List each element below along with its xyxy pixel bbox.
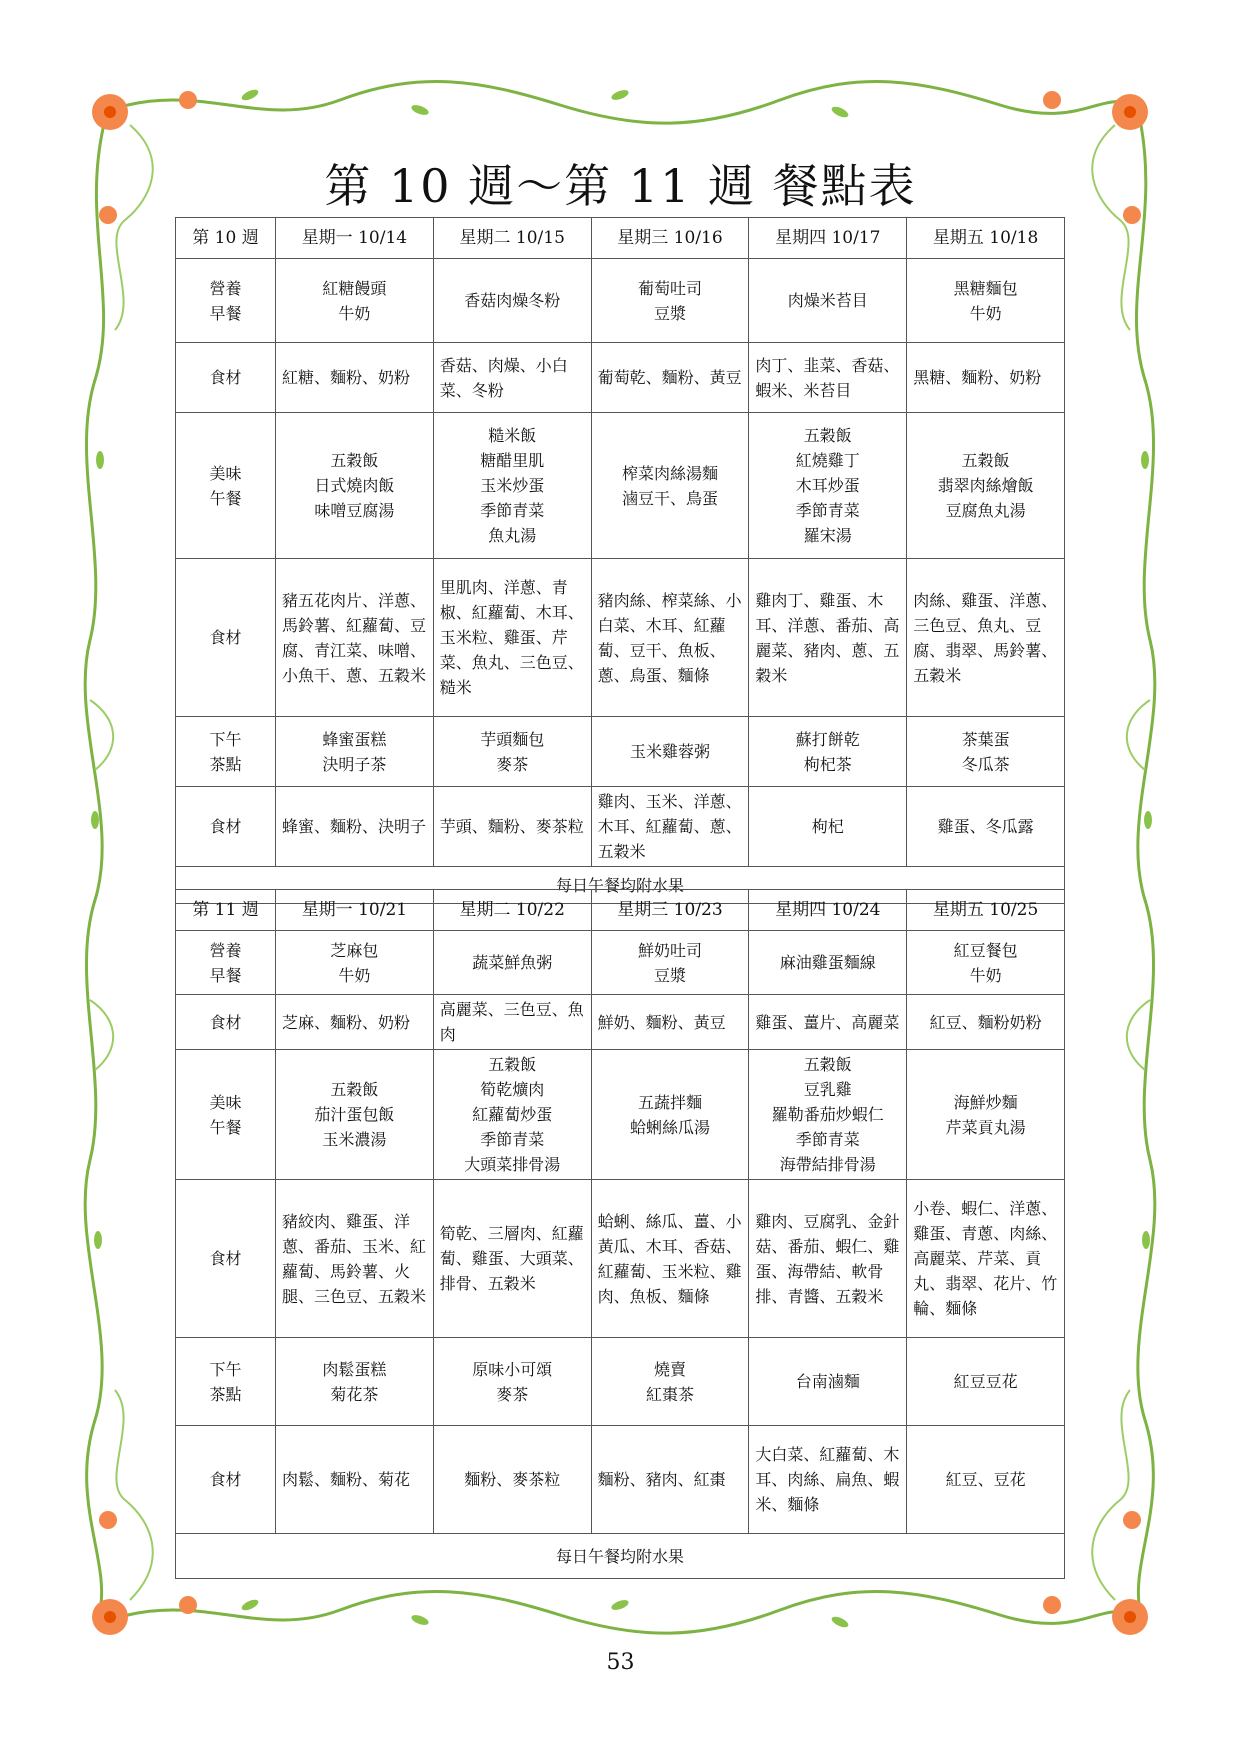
ingredient-cell: 大白菜、紅蘿蔔、木耳、肉絲、扁魚、蝦米、麵條 xyxy=(749,1426,907,1534)
menu-cell: 五穀飯 豆乳雞 羅勒番茄炒蝦仁 季節青菜 海帶結排骨湯 xyxy=(749,1050,907,1180)
week-label: 第 10 週 xyxy=(176,218,276,259)
ingredient-cell: 紅豆、豆花 xyxy=(907,1426,1065,1534)
snack-row xyxy=(176,1338,1065,1426)
ingredient-cell: 筍乾、三層肉、紅蘿蔔、雞蛋、大頭菜、排骨、五穀米 xyxy=(433,1180,591,1338)
day-header: 星期四 10/24 xyxy=(749,890,907,931)
ingredient-cell: 雞肉丁、雞蛋、木耳、洋蔥、番茄、高麗菜、豬肉、蔥、五穀米 xyxy=(749,559,907,717)
menu-cell: 紅糖饅頭 牛奶 xyxy=(276,259,434,343)
ingredient-cell: 鮮奶、麵粉、黃豆 xyxy=(591,995,749,1050)
ingredients-row xyxy=(176,1426,1065,1534)
menu-cell: 糙米飯 糖醋里肌 玉米炒蛋 季節青菜 魚丸湯 xyxy=(433,413,591,559)
menu-cell: 紅豆豆花 xyxy=(907,1338,1065,1426)
ingredient-cell: 芝麻、麵粉、奶粉 xyxy=(276,995,434,1050)
ingredient-cell: 高麗菜、三色豆、魚肉 xyxy=(433,995,591,1050)
menu-cell: 蘇打餅乾 枸杞茶 xyxy=(749,717,907,787)
ingredients-row xyxy=(176,559,1065,717)
menu-cell: 海鮮炒麵 芹菜貢丸湯 xyxy=(907,1050,1065,1180)
ingredient-cell: 紅糖、麵粉、奶粉 xyxy=(276,343,434,413)
menu-cell: 五穀飯 紅燒雞丁 木耳炒蛋 季節青菜 羅宋湯 xyxy=(749,413,907,559)
ingredient-cell: 豬五花肉片、洋蔥、馬鈴薯、紅蘿蔔、豆腐、青江菜、味噌、小魚干、蔥、五穀米 xyxy=(276,559,434,717)
lunch-row xyxy=(176,1050,1065,1180)
ingredient-cell: 雞肉、玉米、洋蔥、木耳、紅蘿蔔、蔥、五穀米 xyxy=(591,787,749,867)
menu-cell: 肉燥米苔目 xyxy=(749,259,907,343)
note-row xyxy=(176,1534,1065,1579)
menu-cell: 五蔬拌麵 蛤蜊絲瓜湯 xyxy=(591,1050,749,1180)
week-label: 第 11 週 xyxy=(176,890,276,931)
menu-cell: 葡萄吐司 豆漿 xyxy=(591,259,749,343)
day-header: 星期五 10/25 xyxy=(907,890,1065,931)
ingredient-cell: 芋頭、麵粉、麥茶粒 xyxy=(433,787,591,867)
menu-cell: 茶葉蛋 冬瓜茶 xyxy=(907,717,1065,787)
ingredient-cell: 麵粉、麥茶粒 xyxy=(433,1426,591,1534)
table-header-row xyxy=(176,890,1065,931)
row-label: 下午 茶點 xyxy=(176,717,276,787)
ingredient-cell: 蛤蜊、絲瓜、薑、小黃瓜、木耳、香菇、紅蘿蔔、玉米粒、雞肉、魚板、麵條 xyxy=(591,1180,749,1338)
menu-cell: 榨菜肉絲湯麵 滷豆干、鳥蛋 xyxy=(591,413,749,559)
row-label: 營養 早餐 xyxy=(176,259,276,343)
menu-cell: 台南滷麵 xyxy=(749,1338,907,1426)
menu-cell: 芋頭麵包 麥茶 xyxy=(433,717,591,787)
menu-cell: 玉米雞蓉粥 xyxy=(591,717,749,787)
day-header: 星期二 10/15 xyxy=(433,218,591,259)
menu-cell: 蔬菜鮮魚粥 xyxy=(433,931,591,995)
ingredient-cell: 小卷、蝦仁、洋蔥、雞蛋、青蔥、肉絲、高麗菜、芹菜、貢丸、翡翠、花片、竹輪、麵條 xyxy=(907,1180,1065,1338)
menu-cell: 五穀飯 茄汁蛋包飯 玉米濃湯 xyxy=(276,1050,434,1180)
menu-cell: 黑糖麵包 牛奶 xyxy=(907,259,1065,343)
menu-cell: 五穀飯 日式燒肉飯 味噌豆腐湯 xyxy=(276,413,434,559)
row-label: 食材 xyxy=(176,343,276,413)
ingredient-cell: 麵粉、豬肉、紅棗 xyxy=(591,1426,749,1534)
menu-cell: 香菇肉燥冬粉 xyxy=(433,259,591,343)
fruit-note: 每日午餐均附水果 xyxy=(176,1534,1065,1579)
menu-cell: 五穀飯 翡翠肉絲燴飯 豆腐魚丸湯 xyxy=(907,413,1065,559)
page-number: 53 xyxy=(606,1650,635,1675)
ingredient-cell: 雞肉、豆腐乳、金針菇、番茄、蝦仁、雞蛋、海帶結、軟骨排、青醬、五穀米 xyxy=(749,1180,907,1338)
lunch-row xyxy=(176,413,1065,559)
row-label: 美味 午餐 xyxy=(176,1050,276,1180)
ingredient-cell: 里肌肉、洋蔥、青椒、紅蘿蔔、木耳、玉米粒、雞蛋、芹菜、魚丸、三色豆、糙米 xyxy=(433,559,591,717)
day-header: 星期三 10/16 xyxy=(591,218,749,259)
menu-cell: 五穀飯 筍乾爌肉 紅蘿蔔炒蛋 季節青菜 大頭菜排骨湯 xyxy=(433,1050,591,1180)
ingredient-cell: 肉丁、韭菜、香菇、蝦米、米苔目 xyxy=(749,343,907,413)
menu-cell: 燒賣 紅棗茶 xyxy=(591,1338,749,1426)
day-header: 星期一 10/14 xyxy=(276,218,434,259)
row-label: 食材 xyxy=(176,787,276,867)
ingredients-row xyxy=(176,1180,1065,1338)
ingredient-cell: 雞蛋、冬瓜露 xyxy=(907,787,1065,867)
breakfast-row xyxy=(176,259,1065,343)
table-header-row xyxy=(176,218,1065,259)
fruit-note: 每日午餐均附水果 xyxy=(176,867,1065,904)
ingredient-cell: 蜂蜜、麵粉、決明子 xyxy=(276,787,434,867)
row-label: 營養 早餐 xyxy=(176,931,276,995)
menu-cell: 紅豆餐包 牛奶 xyxy=(907,931,1065,995)
ingredient-cell: 枸杞 xyxy=(749,787,907,867)
snack-row xyxy=(176,717,1065,787)
day-header: 星期五 10/18 xyxy=(907,218,1065,259)
row-label: 食材 xyxy=(176,559,276,717)
week10-menu-table xyxy=(175,217,1065,904)
row-label: 美味 午餐 xyxy=(176,413,276,559)
ingredient-cell: 肉鬆、麵粉、菊花 xyxy=(276,1426,434,1534)
ingredient-cell: 肉絲、雞蛋、洋蔥、三色豆、魚丸、豆腐、翡翠、馬鈴薯、五穀米 xyxy=(907,559,1065,717)
row-label: 食材 xyxy=(176,995,276,1050)
ingredient-cell: 香菇、肉燥、小白菜、冬粉 xyxy=(433,343,591,413)
ingredient-cell: 雞蛋、薑片、高麗菜 xyxy=(749,995,907,1050)
ingredient-cell: 黑糖、麵粉、奶粉 xyxy=(907,343,1065,413)
ingredient-cell: 豬絞肉、雞蛋、洋蔥、番茄、玉米、紅蘿蔔、馬鈴薯、火腿、三色豆、五穀米 xyxy=(276,1180,434,1338)
ingredients-row xyxy=(176,787,1065,867)
ingredient-cell: 豬肉絲、榨菜絲、小白菜、木耳、紅蘿蔔、豆干、魚板、蔥、鳥蛋、麵條 xyxy=(591,559,749,717)
row-label: 食材 xyxy=(176,1180,276,1338)
menu-cell: 鮮奶吐司 豆漿 xyxy=(591,931,749,995)
ingredients-row xyxy=(176,343,1065,413)
page-title: 第 10 週～第 11 週 餐點表 xyxy=(324,159,917,213)
row-label: 下午 茶點 xyxy=(176,1338,276,1426)
menu-cell: 原味小可頌 麥茶 xyxy=(433,1338,591,1426)
day-header: 星期一 10/21 xyxy=(276,890,434,931)
menu-cell: 肉鬆蛋糕 菊花茶 xyxy=(276,1338,434,1426)
row-label: 食材 xyxy=(176,1426,276,1534)
breakfast-row xyxy=(176,931,1065,995)
menu-cell: 蜂蜜蛋糕 決明子茶 xyxy=(276,717,434,787)
ingredients-row xyxy=(176,995,1065,1050)
menu-cell: 麻油雞蛋麵線 xyxy=(749,931,907,995)
day-header: 星期二 10/22 xyxy=(433,890,591,931)
ingredient-cell: 葡萄乾、麵粉、黃豆 xyxy=(591,343,749,413)
day-header: 星期三 10/23 xyxy=(591,890,749,931)
week11-menu-table xyxy=(175,889,1065,1579)
menu-cell: 芝麻包 牛奶 xyxy=(276,931,434,995)
day-header: 星期四 10/17 xyxy=(749,218,907,259)
ingredient-cell: 紅豆、麵粉奶粉 xyxy=(907,995,1065,1050)
